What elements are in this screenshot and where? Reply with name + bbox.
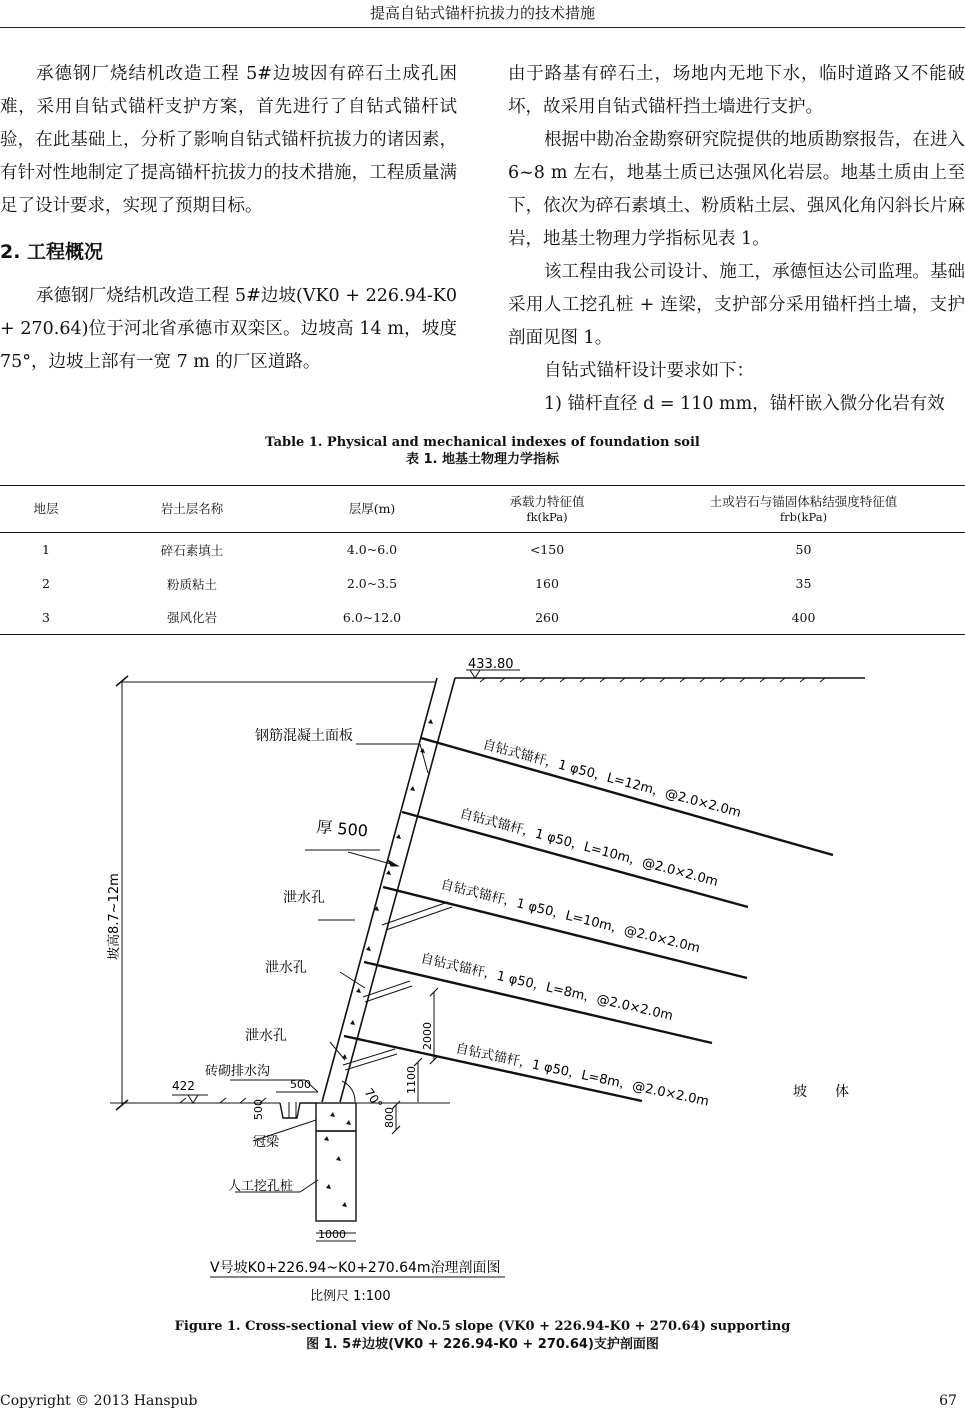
right-paragraph-2: 根据中勘冶金勘察研究院提供的地质勘察报告，在进入 6~8 m 左右，地基土质已达强风化岩层。地基土质由上至下，依次为碎石素填土、粉质粘土层、强风化角闪斜长片麻岩，地基土物理力学指标见表 1。 (508, 130, 965, 249)
right-paragraph-1: 由于路基有碎石土，场地内无地下水，临时道路又不能破坏，故采用自钻式锚杆挡土墙进行支护。 (508, 64, 965, 117)
table-caption-en: Table 1. Physical and mechanical indexes of foundation soil (265, 435, 700, 450)
drain-hole-label-2: 泄水孔 (265, 960, 307, 976)
dim-500-side: 500 (252, 1099, 265, 1120)
anchor-label-3: 自钻式锚杆，1 φ50，L=10m，@2.0×2.0m (439, 877, 702, 957)
soil-index-table (0, 485, 965, 635)
figure-caption-en: Figure 1. Cross-sectional view of No.5 slope (VK0 + 226.94-K0 + 270.64) supporting (174, 1319, 791, 1334)
pile-label: 人工挖孔桩 (228, 1179, 294, 1194)
header-bearing: 承载力特征值 fk(kPa) (509, 494, 585, 524)
footer-copyright: Copyright © 2013 Hanspub (0, 1393, 198, 1409)
drain-hole-label-3: 泄水孔 (245, 1028, 287, 1044)
panel-label: 钢筋混凝土面板 (255, 728, 353, 744)
elevation-top-label: 433.80 (468, 657, 514, 672)
header-bond-strength: 土或岩石与锚固体粘结强度特征值 frb(kPa) (709, 494, 898, 524)
header-rule (0, 27, 965, 28)
figure-scale: 比例尺 1:100 (310, 1289, 391, 1304)
header-name: 岩土层名称 (160, 501, 224, 516)
anchor-label-2: 自钻式锚杆，1 φ50，L=10m，@2.0×2.0m (457, 806, 720, 890)
figure-caption (0, 1318, 965, 1354)
cap-beam-label: 冠梁 (253, 1135, 280, 1150)
table-row: 3 强风化岩 6.0~12.0 260 400 (42, 609, 816, 626)
running-header: 提高自钻式锚杆抗拔力的技术措施 (369, 4, 595, 22)
slope-height-label: 坡高8.7~12m (107, 873, 122, 960)
table-row: 1 碎石素填土 4.0~6.0 <150 50 (42, 542, 812, 558)
header-layer: 地层 (33, 501, 59, 516)
thickness-label: 厚 500 (315, 817, 369, 841)
right-paragraph-5: 1) 锚杆直径 d = 110 mm，锚杆嵌入微分化岩有效 (544, 394, 945, 414)
right-paragraph-4: 自钻式锚杆设计要求如下： (544, 361, 754, 381)
table-caption-zh: 表 1. 地基土物理力学指标 (405, 452, 560, 467)
table-caption (0, 434, 965, 468)
section-title: 2. 工程概况 (0, 241, 104, 263)
masonry-ditch-label: 砖砌排水沟 (205, 1064, 271, 1079)
figure-caption-zh: 图 1. 5#边坡(VK0 + 226.94-K0 + 270.64)支护剖面图 (306, 1337, 659, 1352)
header-thickness: 层厚(m) (348, 501, 396, 516)
table-row: 2 粉质粘土 2.0~3.5 160 35 (42, 576, 812, 592)
anchor-label-5: 自钻式锚杆，1 φ50，L=8m，@2.0×2.0m (454, 1041, 711, 1110)
overview-paragraph: 承德钢厂烧结机改造工程 5#边坡(VK0 + 226.94-K0 + 270.64)位于河北省承德市双栾区。边坡高 14 m，坡度 75°，边坡上部有一宽 7 m 的厂区道路。 (0, 286, 457, 372)
cross-section-figure (0, 640, 965, 1310)
dim-2000: 2000 (421, 1022, 434, 1050)
drain-hole-label-1: 泄水孔 (283, 890, 325, 906)
table-header-row (0, 486, 965, 533)
anchor-label-1: 自钻式锚杆，1 φ50，L=12m，@2.0×2.0m (480, 737, 743, 821)
dim-800: 800 (383, 1107, 396, 1128)
page-number: 67 (939, 1393, 957, 1409)
slope-body-label: 坡 体 (793, 1084, 849, 1100)
dim-1000: 1000 (318, 1228, 346, 1241)
right-column (508, 58, 965, 421)
angle-label: 70° (361, 1085, 386, 1112)
anchor-label-4: 自钻式锚杆，1 φ50，L=8m，@2.0×2.0m (419, 951, 675, 1025)
dim-1100: 1100 (405, 1066, 418, 1094)
right-paragraph-3: 该工程由我公司设计、施工，承德恒达公司监理。基础采用人工挖孔桩 + 连梁，支护部分采用锚杆挡土墙，支护剖面见图 1。 (508, 262, 965, 348)
figure-drawing-title: V号坡K0+226.94~K0+270.64m治理剖面图 (210, 1260, 501, 1276)
left-column (0, 58, 457, 379)
elevation-bottom-label: 422 (172, 1079, 195, 1093)
intro-paragraph: 承德钢厂烧结机改造工程 5#边坡因有碎石土成孔困难，采用自钻式锚杆支护方案，首先进行了自钻式锚杆试验，在此基础上，分析了影响自钻式锚杆抗拔力的诸因素，有针对性地制定了提高锚杆抗拔力的技术措施，工程质量满足了设计要求，实现了预期目标。 (0, 64, 457, 216)
dim-500-top: 500 (290, 1078, 311, 1091)
